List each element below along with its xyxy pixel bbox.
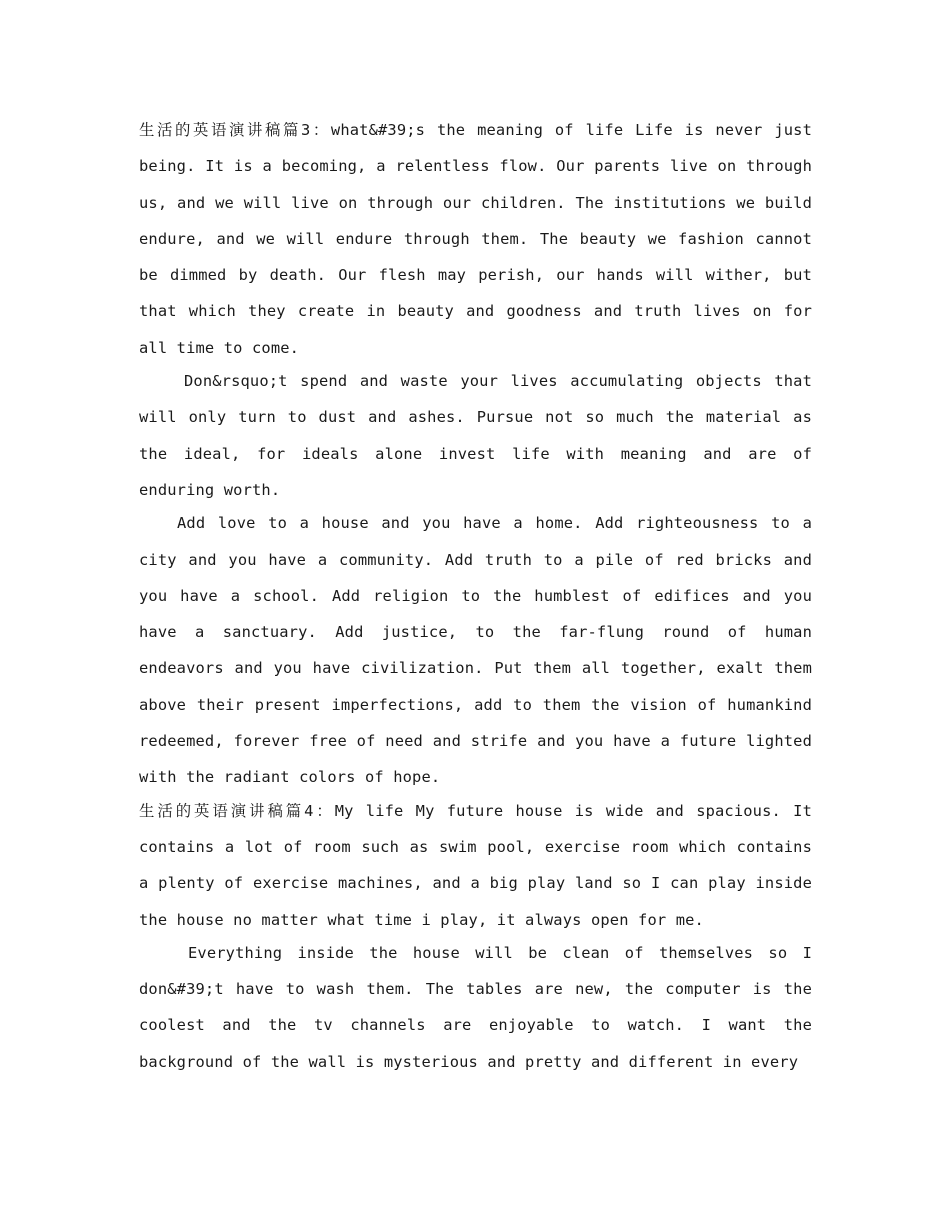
paragraph-speech-3-intro: 生活的英语演讲稿篇3：what&#39;s the meaning of life Life is never just being. It is a becoming, a relentless flow. Our parents live on through us, and we will live on through our children. The institutions we build endure, and we will endure through them. The beauty we fashion cannot be dimmed by death. Our flesh may perish, our hands will wither, but that which they create in beauty and goodness and truth lives on for all time to come. <box>139 121 812 357</box>
document-page <box>139 112 812 1080</box>
paragraph-dont-waste: Don&rsquo;t spend and waste your lives accumulating objects that will only turn to dust and ashes. Pursue not so much the material as the ideal, for ideals alone invest life with meaning and are of enduring worth. <box>139 372 812 499</box>
paragraph-everything-clean: Everything inside the house will be clean of themselves so I don&#39;t have to wash them. The tables are new, the computer is the coolest and the tv channels are enjoyable to watch. I want the background of the wall is mysterious and pretty and different in every <box>139 943 812 1071</box>
paragraph-speech-4-intro: 生活的英语演讲稿篇4：My life My future house is wide and spacious. It contains a lot of room such as swim pool, exercise room which contains a plenty of exercise machines, and a big play land so I can play inside the house no matter what time i play, it always open for me. <box>139 801 812 929</box>
paragraph-add-love: Add love to a house and you have a home. Add righteousness to a city and you have a community. Add truth to a pile of red bricks and you have a school. Add religion to the humblest of edifices and you have a sanctuary. Add justice, to the far-flung round of human endeavors and you have civilization. Put them all together, exalt them above their present imperfections, add to them the vision of humankind redeemed, forever free of need and strife and you have a future lighted with the radiant colors of hope. <box>139 514 812 787</box>
